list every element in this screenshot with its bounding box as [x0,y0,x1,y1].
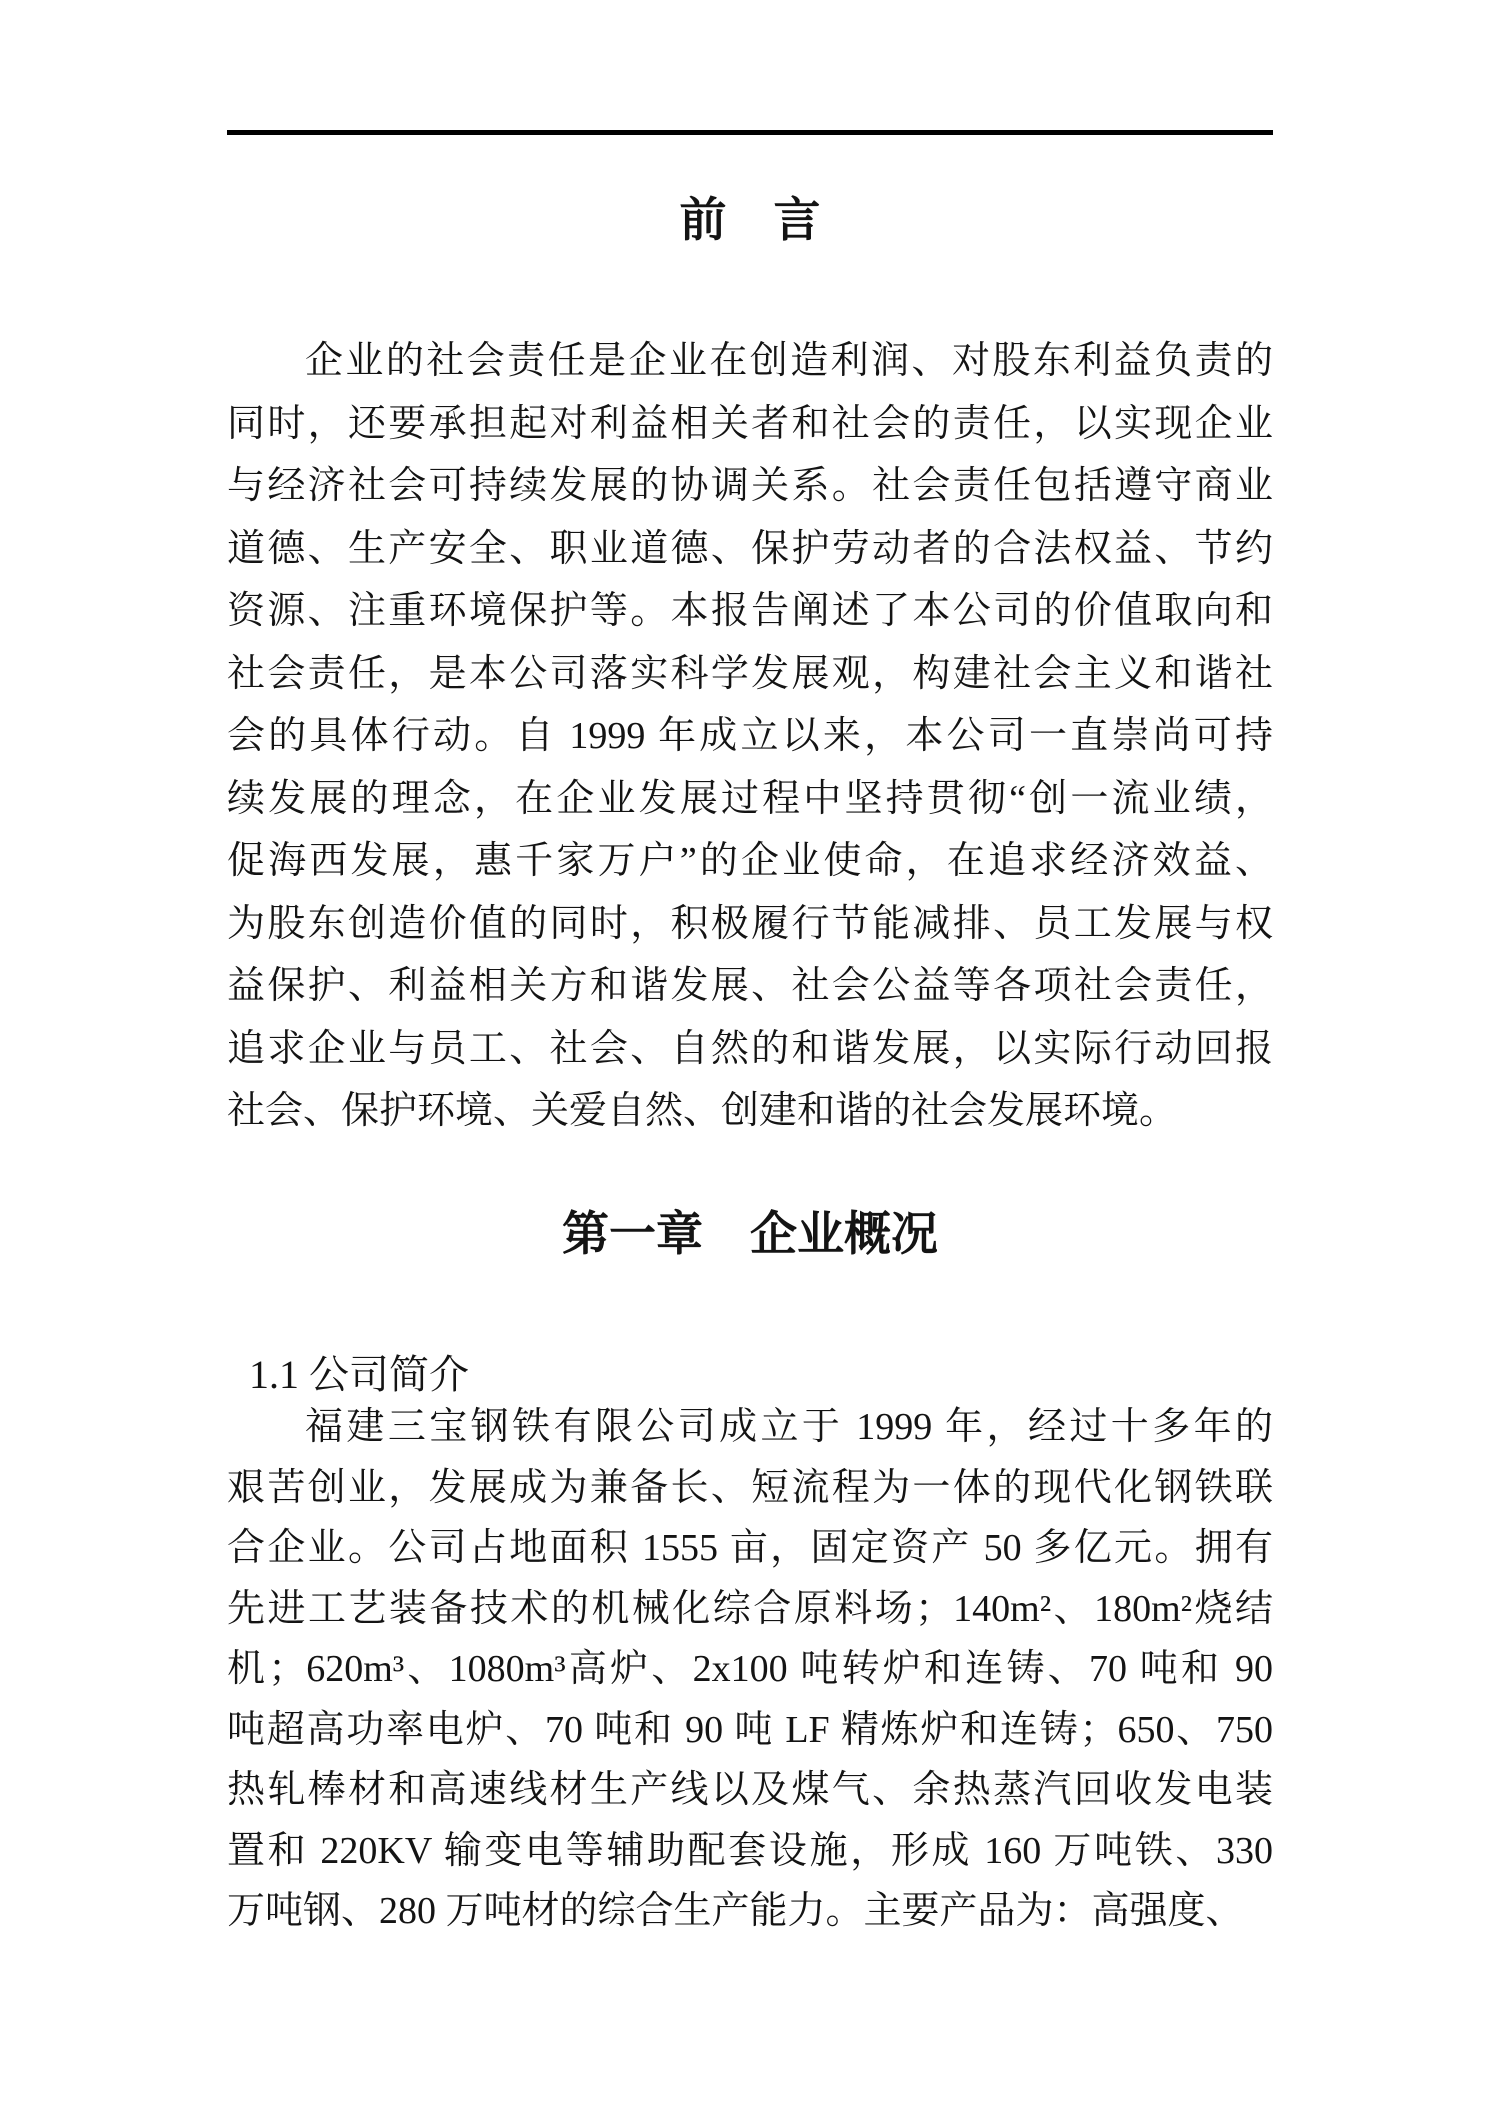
header-rule [227,130,1273,135]
company-intro-line: 合企业。公司占地面积 1555 亩，固定资产 50 多亿元。拥有 [227,1527,1273,1569]
company-intro-line: 先进工艺装备技术的机械化综合原料场；140m²、180m²烧结 [227,1587,1273,1630]
preface-line: 促海西发展，惠千家万户”的企业使命，在追求经济效益、 [227,840,1273,882]
company-intro-line: 福建三宝钢铁有限公司成立于 1999 年，经过十多年的 [305,1406,1273,1448]
company-intro-line: 机；620m³、1080m³高炉、2x100 吨转炉和连铸、70 吨和 90 [227,1648,1273,1690]
preface-line: 社会、保护环境、关爱自然、创建和谐的社会发展环境。 [227,1090,1178,1132]
preface-line: 益保护、利益相关方和谐发展、社会公益等各项社会责任， [227,965,1273,1007]
preface-line: 道德、生产安全、职业道德、保护劳动者的合法权益、节约 [227,527,1273,570]
company-intro-paragraph [227,1397,1273,1942]
company-intro-line: 吨超高功率电炉、70 吨和 90 吨 LF 精炼炉和连铸；650、750 [227,1708,1273,1751]
preface-paragraph [227,330,1273,1143]
company-intro-line: 置和 220KV 输变电等辅助配套设施，形成 160 万吨铁、330 [227,1829,1273,1872]
company-intro-line: 艰苦创业，发展成为兼备长、短流程为一体的现代化钢铁联 [227,1466,1273,1509]
preface-line: 追求企业与员工、社会、自然的和谐发展，以实际行动回报 [227,1027,1273,1070]
preface-line: 同时，还要承担起对利益相关者和社会的责任，以实现企业 [227,402,1273,445]
preface-line: 与经济社会可持续发展的协调关系。社会责任包括遵守商业 [227,465,1273,507]
preface-line: 续发展的理念，在企业发展过程中坚持贯彻“创一流业绩， [227,777,1273,820]
preface-line: 资源、注重环境保护等。本报告阐述了本公司的价值取向和 [227,590,1273,632]
preface-line: 为股东创造价值的同时，积极履行节能减排、员工发展与权 [227,902,1273,945]
preface-line: 会的具体行动。自 1999 年成立以来，本公司一直崇尚可持 [227,715,1273,757]
company-intro-line: 万吨钢、280 万吨材的综合生产能力。主要产品为：高强度、 [227,1890,1244,1932]
preface-line: 企业的社会责任是企业在创造利润、对股东利益负责的 [305,340,1273,382]
preface-line: 社会责任，是本公司落实科学发展观，构建社会主义和谐社 [227,652,1273,695]
preface-title: 前 言 [679,195,821,247]
company-intro-line: 热轧棒材和高速线材生产线以及煤气、余热蒸汽回收发电装 [227,1769,1273,1811]
chapter-heading: 第一章 企业概况 [562,1209,938,1261]
section-heading: 1.1 公司简介 [249,1352,469,1397]
